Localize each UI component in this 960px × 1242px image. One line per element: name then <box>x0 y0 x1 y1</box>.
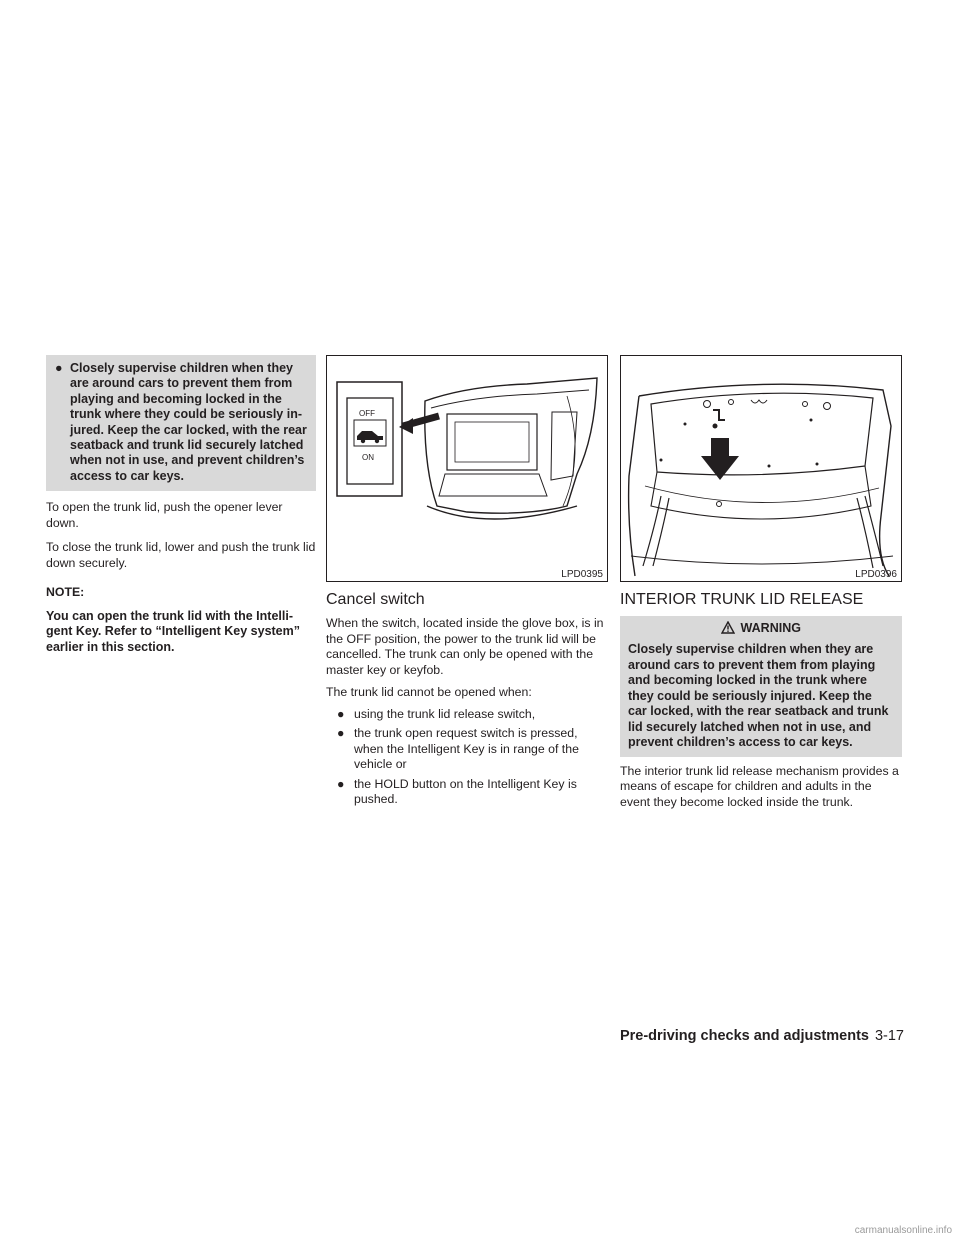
page-footer <box>620 1027 904 1045</box>
warning-bullet-box <box>46 355 316 491</box>
heading-cancel-switch: Cancel switch <box>326 591 425 608</box>
bullet-icon: ● <box>337 726 345 740</box>
figure-interior-release <box>620 355 902 582</box>
note-label: NOTE: <box>46 585 85 600</box>
bullet-icon: ● <box>337 706 345 721</box>
warning-triangle-icon <box>721 621 735 634</box>
warning-header <box>628 620 894 636</box>
bullet-icon: ● <box>55 361 63 375</box>
para-open-trunk: To open the trunk lid, push the opener lever down. <box>46 500 283 530</box>
switch-on-label: ON <box>362 453 374 462</box>
page-number: 3-17 <box>874 1028 904 1044</box>
column-right <box>620 355 902 810</box>
warning-title: WARNING <box>740 621 801 635</box>
warning-text: Closely supervise children when they are around cars to prevent them from playing and becoming locked in the trunk where they could be seriously injured. Keep the car locked, with the rear seatback and trunk lid securely latched when not in use, and prevent children’s access to car keys. <box>628 642 889 749</box>
para-cancel-switch: When the switch, located inside the glove box, is in the OFF position, the power to the trunk lid will be cancelled. The trunk can only be opened with the master key or keyfob. <box>326 616 604 677</box>
warning-bullet <box>54 361 308 484</box>
para-cannot-open: The trunk lid cannot be opened when: <box>326 685 532 699</box>
bullet-icon: ● <box>337 776 345 791</box>
list-item: ● using the trunk lid release switch, <box>337 706 536 721</box>
list-item: ● the trunk open request switch is pressed, when the Intelligent Key is in range of the vehicle or <box>337 726 579 771</box>
glove-box-illustration <box>327 356 608 582</box>
switch-off-label: OFF <box>359 409 375 418</box>
warning-box <box>620 616 902 757</box>
watermark: carmanualsonline.info <box>854 1225 952 1236</box>
figure-cancel-switch <box>326 355 608 582</box>
warning-bullet-text: Closely supervise children when they are around cars to prevent them from playing and becoming locked in the trunk where they could be seriously in-jured. Keep the car locked, with the rear seatback and trunk lid securely latched when not in use, and prevent children’s access to car keys. <box>70 361 307 483</box>
list-item: ● the HOLD button on the Intelligent Key is pushed. <box>337 776 577 806</box>
trunk-lid-illustration <box>621 356 902 582</box>
column-middle <box>326 355 608 808</box>
heading-interior-release: INTERIOR TRUNK LID RELEASE <box>620 591 864 608</box>
figure-code: LPD0395 <box>561 569 603 580</box>
figure-code: LPD0396 <box>855 569 897 580</box>
column-left <box>46 355 316 656</box>
para-interior-release: The interior trunk lid release mechanism provides a means of escape for children and adults in the event they become locked inside the trunk. <box>620 763 899 809</box>
footer-section-title: Pre-driving checks and adjustments <box>619 1028 869 1044</box>
note-text: You can open the trunk lid with the Intelli-gent Key. Refer to “Intelligent Key system” earlier in this section. <box>46 608 300 654</box>
para-close-trunk: To close the trunk lid, lower and push the trunk lid down securely. <box>46 540 316 570</box>
cannot-open-list <box>326 707 608 808</box>
